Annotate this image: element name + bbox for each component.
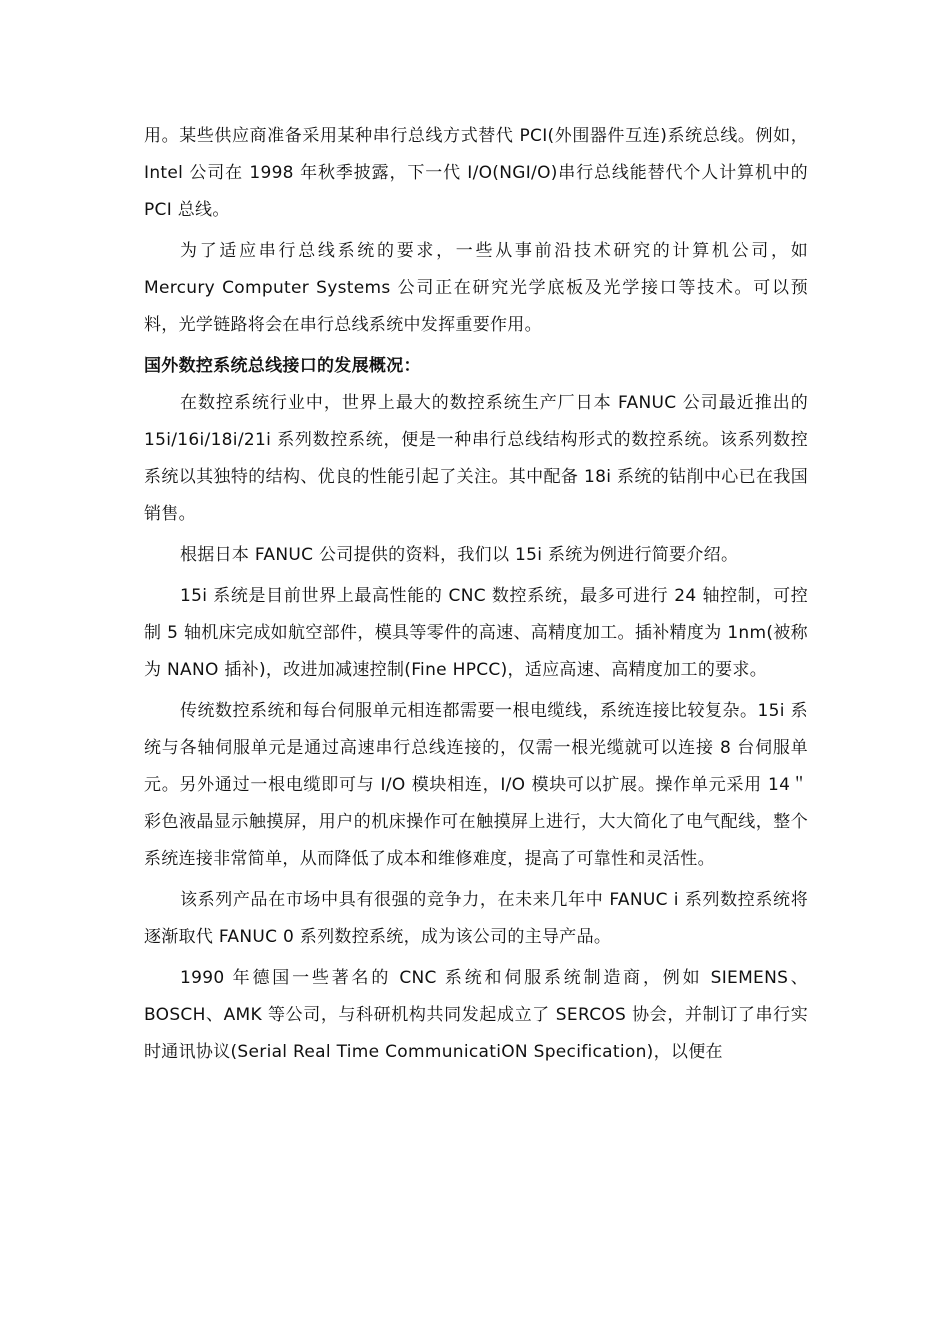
paragraph-fanuc-intro: 在数控系统行业中，世界上最大的数控系统生产厂日本 FANUC 公司最近推出的 15i/16i/18i/21i 系列数控系统，便是一种串行总线结构形式的数控系统。该系列数控系统以其独特的结构、优良的性能引起了关注。其中配备 18i 系统的钻削中心已在我国销售。	[144, 393, 808, 524]
paragraph-15i-system: 15i 系统是目前世界上最高性能的 CNC 数控系统，最多可进行 24 轴控制，可控制 5 轴机床完成如航空部件，模具等零件的高速、高精度加工。插补精度为 1nm(被称为 NANO 插补)，改进加减速控制(Fine HPCC)，适应高速、高精度加工的要求。	[144, 586, 808, 680]
paragraph-optical-backplane: 为了适应串行总线系统的要求，一些从事前沿技术研究的计算机公司，如 Mercury Computer Systems 公司正在研究光学底板及光学接口等技术。可以预料，光学链路将会在串行总线系统中发挥重要作用。	[144, 241, 808, 335]
document-page	[144, 118, 808, 1071]
paragraph-pci-replacement: 用。某些供应商准备采用某种串行总线方式替代 PCI(外围器件互连)系统总线。例如，Intel 公司在 1998 年秋季披露，下一代 I/O(NGI/O)串行总线能替代个人计算机中的 PCI 总线。	[144, 126, 808, 220]
section-heading: 国外数控系统总线接口的发展概况：	[144, 356, 421, 376]
paragraph-serial-connection: 传统数控系统和每台伺服单元相连都需要一根电缆线，系统连接比较复杂。15i 系统与各轴伺服单元是通过高速串行总线连接的，仅需一根光缆就可以连接 8 台伺服单元。另外通过一根电缆即可与 I/O 模块相连，I/O 模块可以扩展。操作单元采用 14＂彩色液晶显示触摸屏，用户的机床操作可在触摸屏上进行，大大简化了电气配线，整个系统连接非常简单，从而降低了成本和维修难度，提高了可靠性和灵活性。	[144, 701, 808, 869]
paragraph-fanuc-materials: 根据日本 FANUC 公司提供的资料，我们以 15i 系统为例进行简要介绍。	[180, 545, 739, 565]
paragraph-sercos: 1990 年德国一些著名的 CNC 系统和伺服系统制造商，例如 SIEMENS、BOSCH、AMK 等公司，与科研机构共同发起成立了 SERCOS 协会，并制订了串行实时通讯协议(Serial Real Time CommunicatiON Specification)，以便在	[144, 968, 808, 1062]
paragraph-market-outlook: 该系列产品在市场中具有很强的竞争力，在未来几年中 FANUC i 系列数控系统将逐渐取代 FANUC 0 系列数控系统，成为该公司的主导产品。	[144, 890, 808, 947]
